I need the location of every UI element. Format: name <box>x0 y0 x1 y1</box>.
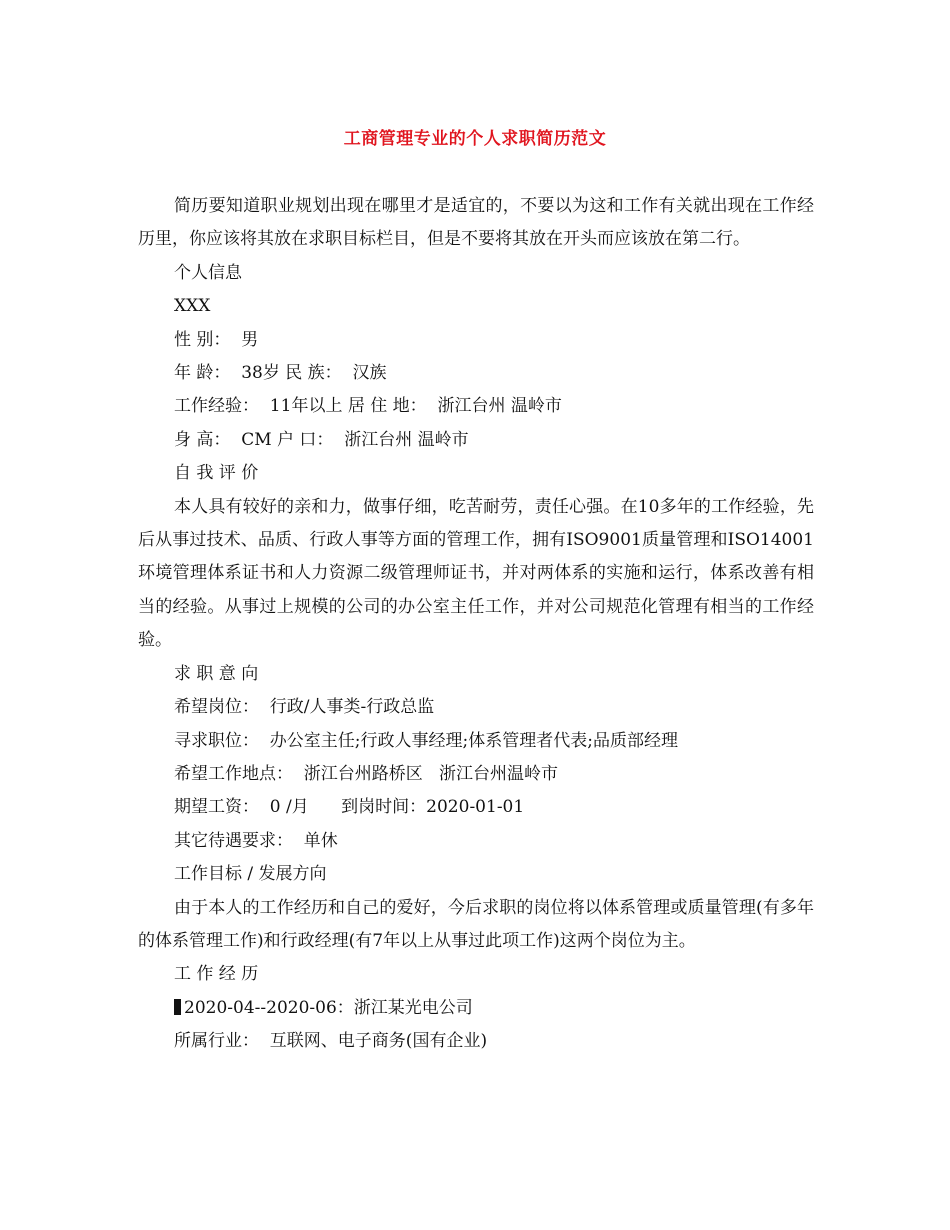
industry-line: 所属行业： 互联网、电子商务(国有企业) <box>174 1031 488 1052</box>
seeking-position-line: 寻求职位： 办公室主任;行政人事经理;体系管理者代表;品质部经理 <box>174 730 678 751</box>
work-history-heading: 工 作 经 历 <box>174 964 259 985</box>
personal-info-heading: 个人信息 <box>174 262 242 283</box>
desired-position-line: 希望岗位： 行政/人事类-行政总监 <box>174 697 435 718</box>
age-ethnicity-line: 年 龄： 38岁 民 族： 汉族 <box>174 363 387 384</box>
work-entry-line <box>138 992 814 1025</box>
job-intention-heading: 求 职 意 向 <box>174 663 259 684</box>
self-evaluation-heading: 自 我 评 价 <box>174 463 259 484</box>
self-evaluation-paragraph: 本人具有较好的亲和力，做事仔细，吃苦耐劳，责任心强。在10多年的工作经验，先后从事过技术、品质、行政人事等方面的管理工作，拥有ISO9001质量管理和ISO14001环境管理体系证书和人力资源二级管理师证书，并对两体系的实施和运行，体系改善有相当的经验。从事过上规模的公司的办公室主任工作，并对公司规范化管理有相当的工作经验。 <box>138 496 814 651</box>
other-requirements-line: 其它待遇要求： 单休 <box>174 830 338 851</box>
experience-residence-line: 工作经验： 11年以上 居 住 地： 浙江台州 温岭市 <box>174 396 562 417</box>
gender-line: 性 别： 男 <box>174 329 259 350</box>
salary-start-line: 期望工资： 0 /月 到岗时间：2020-01-01 <box>174 797 525 818</box>
intro-paragraph: 简历要知道职业规划出现在哪里才是适宜的，不要以为这和工作有关就出现在工作经历里，你应该将其放在求职目标栏目，但是不要将其放在开头而应该放在第二行。 <box>138 196 814 250</box>
document-body <box>138 190 814 1059</box>
name-line: XXX <box>174 296 211 317</box>
goal-paragraph: 由于本人的工作经历和自己的爱好，今后求职的岗位将以体系管理或质量管理(有多年的体系管理工作)和行政经理(有7年以上从事过此项工作)这两个岗位为主。 <box>138 897 814 951</box>
height-hukou-line: 身 高： CM 户 口： 浙江台州 温岭市 <box>174 429 469 450</box>
document-title: 工商管理专业的个人求职简历范文 <box>343 129 607 149</box>
goal-heading: 工作目标 / 发展方向 <box>174 864 327 885</box>
bullet-bar-icon <box>174 999 181 1015</box>
desired-location-line: 希望工作地点： 浙江台州路桥区 浙江台州温岭市 <box>174 763 559 784</box>
work-entry-period: 2020-04--2020-06：浙江某光电公司 <box>184 997 473 1018</box>
